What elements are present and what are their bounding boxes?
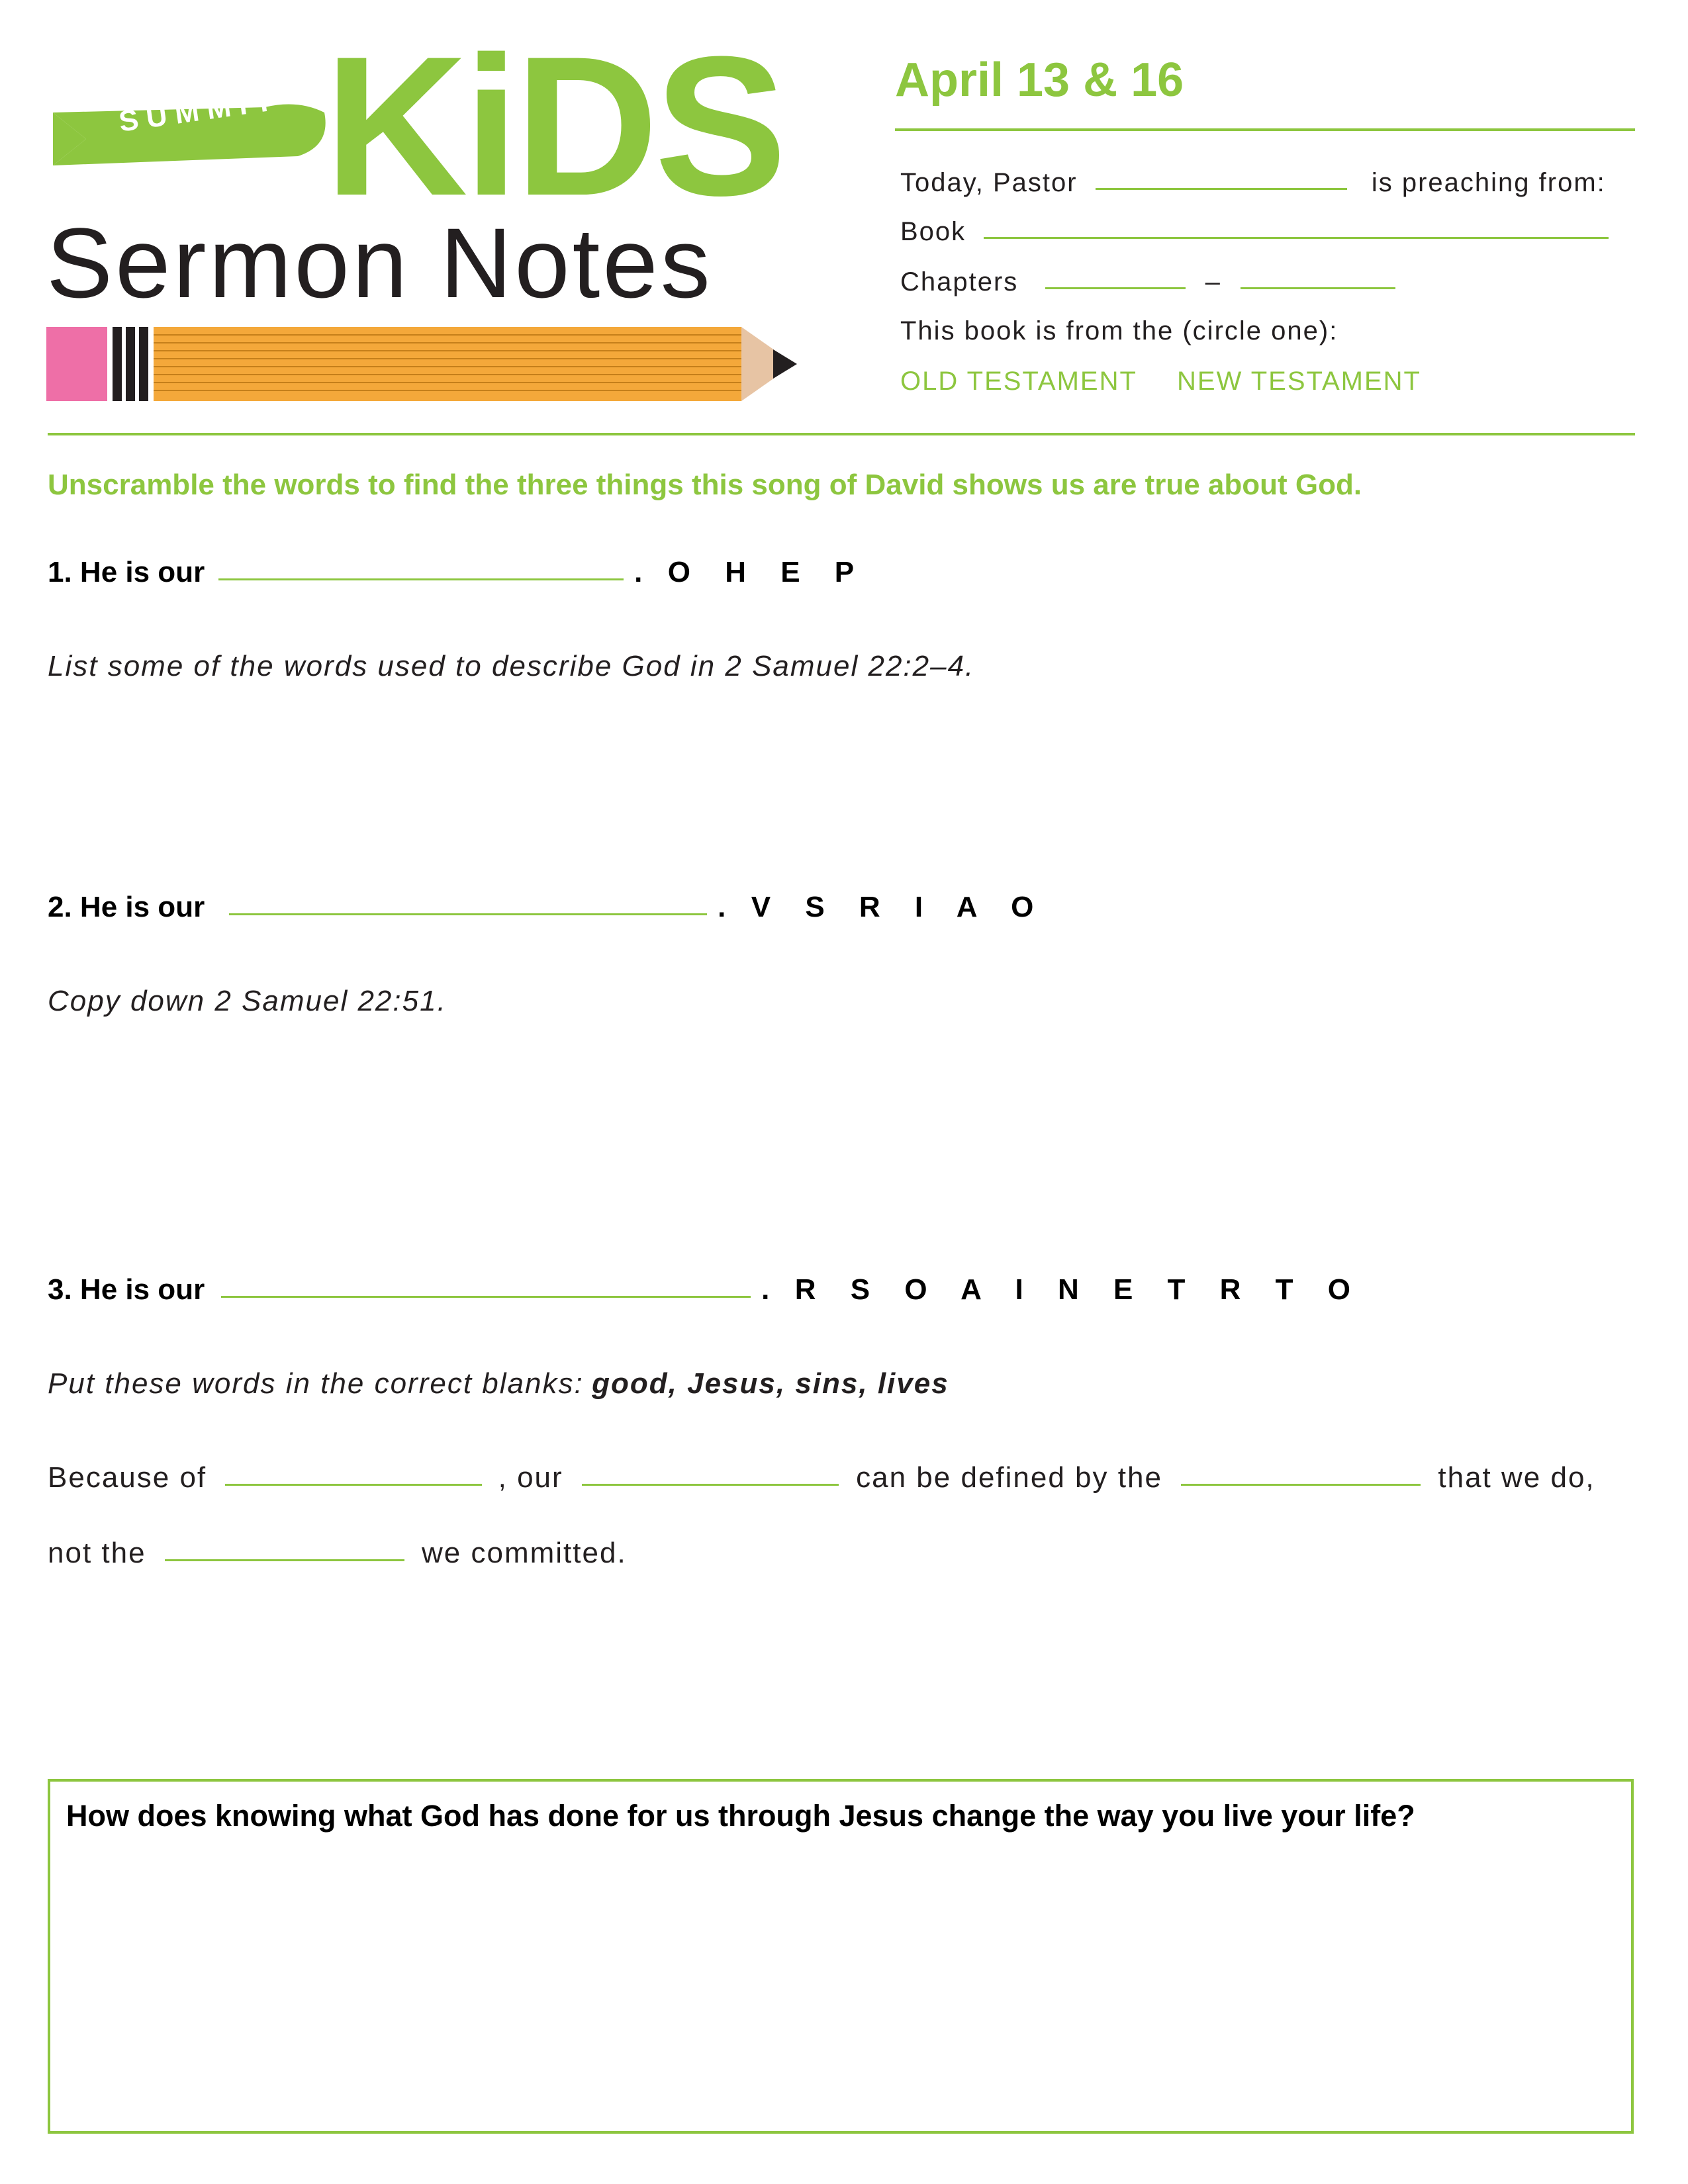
- not-the-text: not the: [48, 1537, 146, 1569]
- question-1-blank[interactable]: [218, 578, 624, 580]
- question-3-prompt-row: [48, 1367, 949, 1400]
- chapter-end-blank[interactable]: [1241, 287, 1395, 289]
- question-1-label: 1. He is our: [48, 556, 205, 588]
- preaching-label: is preaching from:: [1371, 168, 1606, 197]
- old-testament-option[interactable]: OLD TESTAMENT: [900, 367, 1137, 396]
- question-3-scramble: R S O A I N E T R T O: [794, 1273, 1364, 1306]
- question-3-word-bank: good, Jesus, sins, lives: [592, 1367, 949, 1400]
- chapters-label: Chapters: [900, 267, 1019, 296]
- fill-blank-2[interactable]: [582, 1484, 839, 1486]
- question-2-blank[interactable]: [229, 913, 707, 915]
- comma-our-text: , our: [498, 1461, 563, 1494]
- logo-kids: KiDS: [324, 15, 783, 237]
- reflection-question: How does knowing what God has done for us through Jesus change the way you live your life?: [66, 1799, 1415, 1833]
- question-3-prompt: Put these words in the correct blanks:: [48, 1367, 584, 1400]
- question-2-period: .: [718, 891, 726, 923]
- new-testament-option[interactable]: NEW TESTAMENT: [1177, 367, 1421, 396]
- question-2-scramble: V S R I A O: [751, 891, 1047, 923]
- pastor-label: Today, Pastor: [900, 168, 1078, 197]
- can-be-defined-text: can be defined by the: [856, 1461, 1162, 1494]
- sermon-date: April 13 & 16: [895, 54, 1184, 107]
- question-1-prompt: List some of the words used to describe God in 2 Samuel 22:2–4.: [48, 650, 975, 682]
- pencil-icon: [46, 324, 801, 404]
- fill-blank-4[interactable]: [165, 1559, 404, 1561]
- question-2-prompt: Copy down 2 Samuel 22:51.: [48, 985, 447, 1017]
- banner-text: SUMMIT: [117, 83, 283, 138]
- fill-in-line-1: [48, 1461, 1595, 1494]
- page-title: Sermon Notes: [46, 207, 713, 318]
- book-blank[interactable]: [984, 237, 1609, 239]
- fill-blank-3[interactable]: [1181, 1484, 1421, 1486]
- question-3-label: 3. He is our: [48, 1273, 205, 1306]
- book-row: [900, 217, 1609, 247]
- question-2-label: 2. He is our: [48, 891, 205, 923]
- because-of-text: Because of: [48, 1461, 207, 1494]
- that-we-do-text: that we do,: [1438, 1461, 1595, 1494]
- question-1-period: .: [634, 556, 643, 588]
- reflection-box[interactable]: [48, 1779, 1634, 2134]
- circle-prompt: This book is from the (circle one):: [900, 316, 1338, 345]
- question-2: [48, 891, 1047, 924]
- chapter-start-blank[interactable]: [1045, 287, 1186, 289]
- question-1-scramble: O H E P: [667, 556, 868, 588]
- header-divider: [895, 128, 1635, 131]
- pastor-row: [900, 168, 1606, 198]
- instructions: Unscramble the words to find the three things this song of David shows us are true about God.: [48, 469, 1362, 501]
- question-3: [48, 1273, 1364, 1306]
- fill-blank-1[interactable]: [225, 1484, 482, 1486]
- chapters-row: [900, 267, 1395, 297]
- question-3-blank[interactable]: [221, 1296, 751, 1298]
- fill-in-line-2: [48, 1537, 627, 1570]
- section-divider: [48, 433, 1635, 435]
- book-label: Book: [900, 217, 966, 246]
- we-committed-text: we committed.: [422, 1537, 627, 1569]
- pastor-blank[interactable]: [1096, 188, 1347, 190]
- chapters-dash: –: [1205, 267, 1221, 296]
- question-3-period: .: [761, 1273, 770, 1306]
- question-1: [48, 556, 867, 589]
